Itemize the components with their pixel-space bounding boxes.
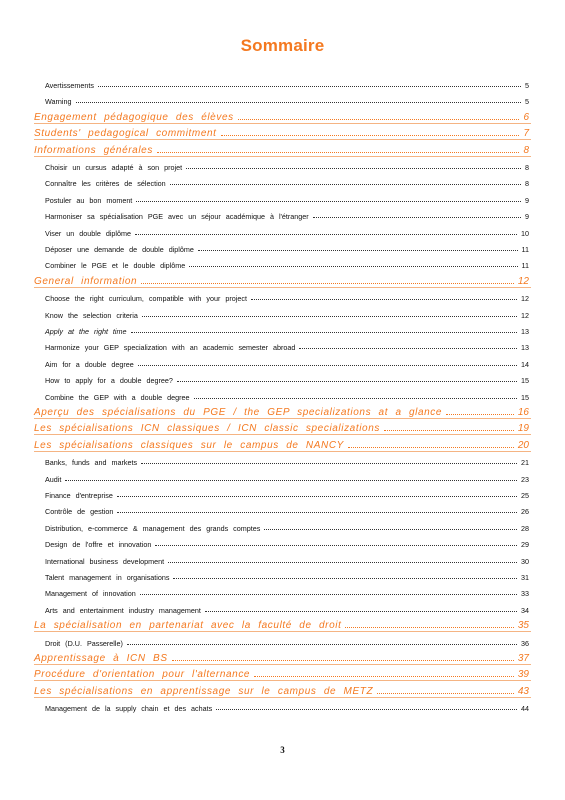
toc-entry[interactable] bbox=[0, 566, 565, 582]
toc-section-entry[interactable] bbox=[0, 107, 565, 123]
dot-leader bbox=[384, 430, 514, 431]
toc-entry[interactable] bbox=[0, 484, 565, 500]
toc-section-entry[interactable] bbox=[0, 123, 565, 139]
toc-entry-label: Aperçu des spécialisations du PGE / the GEP specializations at a glance bbox=[34, 407, 443, 418]
dot-leader bbox=[172, 660, 514, 661]
toc-entry[interactable] bbox=[0, 74, 565, 90]
dot-leader bbox=[157, 152, 520, 153]
toc-entry-label: Harmoniser sa spécialisation PGE avec un séjour académique à l'étranger bbox=[45, 212, 309, 222]
toc-entry[interactable] bbox=[0, 287, 565, 303]
toc-section-entry[interactable] bbox=[0, 418, 565, 434]
toc-entry[interactable] bbox=[0, 500, 565, 516]
toc-entry-label: Connaître les critères de sélection bbox=[45, 179, 166, 189]
toc-entry-page: 44 bbox=[521, 704, 529, 714]
toc-entry-label: Finance d'entreprise bbox=[45, 491, 113, 500]
toc-entry-label: Management de la supply chain et des achats bbox=[45, 704, 213, 714]
toc-entry-page: 12 bbox=[521, 294, 529, 304]
toc-entry-label: Les spécialisations en apprentissage sur le campus de METZ bbox=[34, 685, 374, 697]
toc-entry[interactable] bbox=[0, 582, 565, 598]
toc-entry-label: Informations générales bbox=[34, 144, 153, 156]
toc-entry-page: 8 bbox=[525, 179, 529, 189]
toc-entry-page: 15 bbox=[521, 376, 529, 386]
toc-entry-page: 5 bbox=[525, 81, 529, 90]
toc-entry-label: Apply at the right time bbox=[45, 327, 127, 336]
toc-entry[interactable] bbox=[0, 238, 565, 254]
dot-leader bbox=[194, 398, 517, 399]
dot-leader bbox=[168, 562, 517, 563]
toc-entry-label: How to apply for a double degree? bbox=[45, 376, 173, 386]
dot-leader bbox=[186, 168, 521, 169]
toc-entry-page: 15 bbox=[521, 392, 529, 402]
toc-section-entry[interactable] bbox=[0, 664, 565, 680]
toc-entry-page: 8 bbox=[523, 144, 529, 156]
dot-leader bbox=[98, 86, 521, 87]
toc-section-entry[interactable] bbox=[0, 435, 565, 451]
toc-entry-label: Choisir un cursus adapté à son projet bbox=[45, 163, 183, 172]
toc-entry-page: 11 bbox=[521, 261, 529, 271]
toc-entry-label: Les spécialisations ICN classiques / ICN classic specializations bbox=[34, 423, 380, 435]
toc-entry-page: 13 bbox=[521, 343, 529, 353]
toc-entry[interactable] bbox=[0, 156, 565, 172]
toc-entry-page: 31 bbox=[521, 573, 529, 582]
toc-section-entry[interactable] bbox=[0, 615, 565, 631]
toc-entry-page: 35 bbox=[517, 620, 529, 632]
toc-entry[interactable] bbox=[0, 697, 565, 713]
toc-entry-label: Viser un double diplôme bbox=[45, 228, 131, 238]
toc-entry-label: Combine the GEP with a double degree bbox=[45, 392, 190, 402]
dot-leader bbox=[173, 578, 517, 579]
dot-leader bbox=[221, 135, 520, 136]
toc-entry-page: 34 bbox=[521, 605, 529, 615]
toc-entry[interactable] bbox=[0, 599, 565, 615]
toc-entry-page: 7 bbox=[523, 128, 529, 140]
dot-leader bbox=[141, 463, 517, 464]
dot-leader bbox=[205, 611, 517, 612]
toc-section-entry[interactable] bbox=[0, 648, 565, 664]
toc-entry-label: Contrôle de gestion bbox=[45, 507, 114, 517]
dot-leader bbox=[76, 102, 522, 103]
toc-entry-page: 37 bbox=[517, 653, 529, 664]
dot-leader bbox=[216, 709, 517, 710]
dot-leader bbox=[189, 266, 517, 267]
toc-entry-page: 23 bbox=[521, 474, 529, 484]
dot-leader bbox=[198, 250, 518, 251]
toc-entry-page: 28 bbox=[521, 523, 529, 533]
toc-entry-label: Arts and entertainment industry management bbox=[45, 605, 201, 615]
toc-entry-page: 43 bbox=[517, 685, 529, 697]
toc-entry-label: Banks, funds and markets bbox=[45, 458, 138, 468]
toc-entry-page: 19 bbox=[517, 423, 529, 435]
toc-entry-label: Combiner le PGE et le double diplôme bbox=[45, 261, 186, 271]
toc-entry-label: Design de l'offre et innovation bbox=[45, 540, 152, 550]
toc-entry-page: 12 bbox=[521, 310, 529, 320]
toc-entry[interactable] bbox=[0, 336, 565, 352]
toc-entry-page: 16 bbox=[517, 407, 529, 418]
dot-leader bbox=[348, 447, 514, 448]
toc-entry-page: 8 bbox=[525, 163, 529, 172]
dot-leader bbox=[238, 119, 520, 120]
toc-entry-label: Talent management in organisations bbox=[45, 573, 170, 582]
toc-entry[interactable] bbox=[0, 533, 565, 549]
toc-entry-label: General information bbox=[34, 275, 138, 287]
toc-entry-page: 13 bbox=[521, 327, 529, 336]
toc-entry[interactable] bbox=[0, 90, 565, 106]
dot-leader bbox=[299, 348, 517, 349]
dot-leader bbox=[264, 529, 517, 530]
toc-entry-page: 9 bbox=[525, 195, 529, 205]
toc-entry[interactable] bbox=[0, 517, 565, 533]
toc-entry-label: Students' pedagogical commitment bbox=[34, 128, 217, 140]
toc-entry-label: Harmonize your GEP specialization with an academic semester abroad bbox=[45, 343, 296, 353]
toc-entry-page: 10 bbox=[521, 228, 529, 238]
dot-leader bbox=[446, 414, 514, 415]
toc-entry-page: 39 bbox=[517, 669, 529, 681]
dot-leader bbox=[170, 184, 521, 185]
dot-leader bbox=[127, 644, 517, 645]
toc-entry-label: La spécialisation en partenariat avec la faculté de droit bbox=[34, 620, 342, 632]
toc-entry-page: 9 bbox=[525, 212, 529, 222]
toc-entry[interactable] bbox=[0, 254, 565, 270]
toc-entry-label: Droit (D.U. Passerelle) bbox=[45, 638, 123, 648]
toc-entry[interactable] bbox=[0, 632, 565, 648]
dot-leader bbox=[131, 332, 517, 333]
toc-entry-page: 25 bbox=[521, 491, 529, 500]
dot-leader bbox=[141, 283, 514, 284]
dot-leader bbox=[138, 365, 517, 366]
toc-entry-page: 33 bbox=[521, 589, 529, 599]
toc-entry-label: Aim for a double degree bbox=[45, 359, 134, 369]
toc-entry[interactable] bbox=[0, 451, 565, 467]
toc-entry-page: 11 bbox=[521, 245, 529, 254]
toc-entry-page: 29 bbox=[521, 540, 529, 550]
toc-entry[interactable] bbox=[0, 189, 565, 205]
dot-leader bbox=[117, 496, 517, 497]
dot-leader bbox=[313, 217, 521, 218]
toc-entry-page: 21 bbox=[521, 458, 529, 468]
dot-leader bbox=[65, 480, 517, 481]
toc-entry[interactable] bbox=[0, 353, 565, 369]
toc-entry-page: 6 bbox=[523, 111, 529, 123]
toc-section-entry[interactable] bbox=[0, 140, 565, 156]
toc-entry[interactable] bbox=[0, 468, 565, 484]
dot-leader bbox=[136, 201, 521, 202]
toc-entry-label: International business development bbox=[45, 556, 165, 566]
toc-entry[interactable] bbox=[0, 386, 565, 402]
dot-leader bbox=[140, 594, 517, 595]
page-title: Sommaire bbox=[240, 36, 325, 55]
dot-leader bbox=[177, 381, 517, 382]
toc-entry[interactable] bbox=[0, 172, 565, 188]
toc-entry-label: Audit bbox=[45, 474, 62, 484]
toc-entry-page: 36 bbox=[521, 638, 529, 648]
dot-leader bbox=[135, 234, 517, 235]
dot-leader bbox=[117, 512, 517, 513]
toc-entry-label: Avertissements bbox=[45, 81, 94, 90]
toc-entry-label: Déposer une demande de double diplôme bbox=[45, 245, 194, 254]
toc-entry-label: Management of innovation bbox=[45, 589, 136, 599]
dot-leader bbox=[155, 545, 517, 546]
toc-entry-page: 12 bbox=[517, 275, 529, 287]
toc-section-entry[interactable] bbox=[0, 271, 565, 287]
toc-entry-page: 26 bbox=[521, 507, 529, 517]
toc-entry[interactable] bbox=[0, 369, 565, 385]
page-number: 3 bbox=[280, 745, 285, 755]
toc-entry-page: 14 bbox=[521, 359, 529, 369]
toc-entry-label: Procédure d'orientation pour l'alternance bbox=[34, 669, 251, 681]
toc-section-entry[interactable] bbox=[0, 681, 565, 697]
toc-entry-label: Choose the right curriculum, compatible with your project bbox=[45, 294, 247, 304]
toc-section-entry[interactable] bbox=[0, 402, 565, 418]
dot-leader bbox=[377, 693, 514, 694]
dot-leader bbox=[254, 676, 514, 677]
toc-entry-label: Apprentissage à ICN BS bbox=[34, 653, 168, 664]
toc-entry-label: Engagement pédagogique des élèves bbox=[34, 111, 234, 123]
dot-leader bbox=[251, 299, 517, 300]
toc-entry-label: Know the selection criteria bbox=[45, 310, 138, 320]
toc-entry-page: 30 bbox=[521, 556, 529, 566]
toc-entry[interactable] bbox=[0, 550, 565, 566]
toc-entry-label: Warning bbox=[45, 97, 72, 107]
toc-entry[interactable] bbox=[0, 222, 565, 238]
toc-entry-label: Distribution, e-commerce & management des grands comptes bbox=[45, 523, 261, 533]
toc-entry[interactable] bbox=[0, 205, 565, 221]
toc-entry-page: 20 bbox=[517, 439, 529, 451]
toc-entry-label: Les spécialisations classiques sur le campus de NANCY bbox=[34, 439, 344, 451]
toc-entry[interactable] bbox=[0, 304, 565, 320]
dot-leader bbox=[345, 627, 513, 628]
dot-leader bbox=[142, 316, 517, 317]
toc-entry-label: Postuler au bon moment bbox=[45, 195, 133, 205]
toc-entry-page: 5 bbox=[525, 97, 529, 107]
toc-entry[interactable] bbox=[0, 320, 565, 336]
